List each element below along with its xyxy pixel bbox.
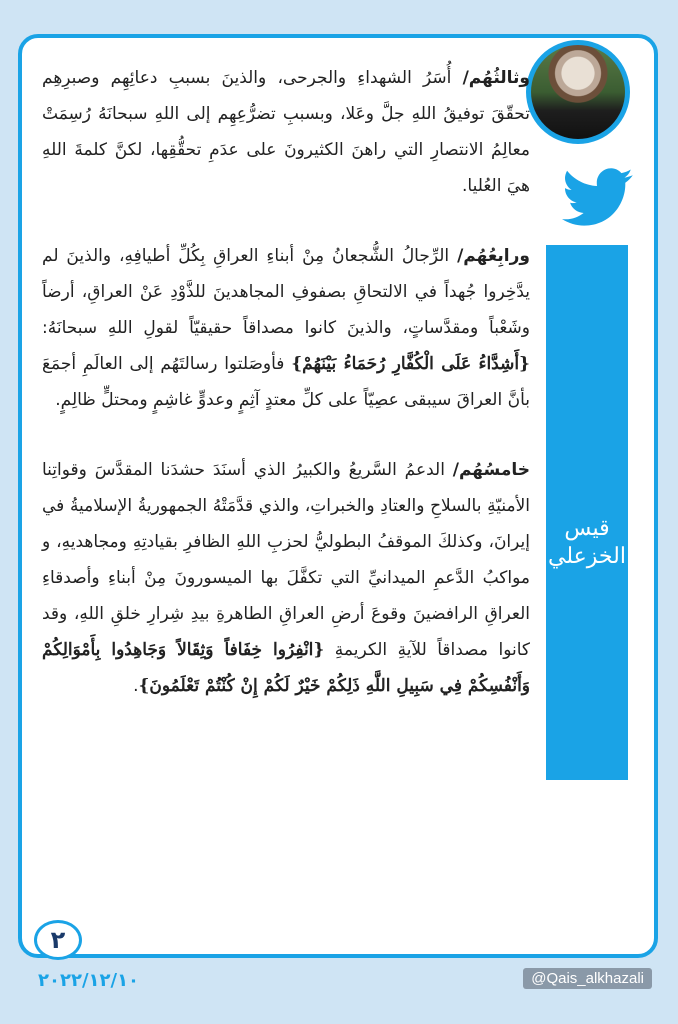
paragraph-text: .	[133, 676, 139, 696]
paragraph-text: الدعمُ السَّريعُ والكبيرُ الذي أسنَدَ حشدَنا المقدَّسَ وقواتِنا الأمنيّةِ بالسلاحِ والعتادِ والخبراتِ، والذي قدَّمَتْهُ الجمهوريةُ الإسلاميةُ في إيرانَ، وكذلكَ الموقفُ البطوليُّ لحزبِ اللهِ الظافرِ بقيادتِهِ ومجاهديهِ، و مواكبُ الدَّعمِ الميدانيِّ التي تكفَّلَ بها الميسورونَ مِنْ أبناءِ وأصدقاءِ العراقِ الرافضينَ وقوعَ أرضِ العراقِ الطاهرةِ بيدِ شِرارِ خلقِ اللهِ، وقد كانوا مصداقاً للآيةِ الكريمةِ	[42, 460, 530, 660]
paragraph-lead: خامسُهُم/	[452, 460, 530, 480]
quran-quote: {أَشِدَّاءُ عَلَى الْكُفَّارِ رُحَمَاءُ بَيْنَهُمْ}	[291, 354, 530, 374]
avatar-photo	[531, 45, 625, 139]
paragraph-third	[42, 60, 530, 204]
paragraph-text: فأوصَلتوا رسالتَهُم إلى العالَمِ أجمَعَ بأنَّ العراقَ سيبقى عصِيّاً على كلِّ معتدٍ آثِمٍ وعدوٍّ غاشِمٍ ومحتلٍّ ظالِمٍ.	[42, 354, 530, 410]
paragraph-text: أُسَرُ الشهداءِ والجرحى، والذينَ بسببِ دعائِهِم وصبرِهِم تحقّقَ توفيقُ اللهِ جلَّ وعَلا، وبسببِ تضرُّعِهِم إلى اللهِ سبحانَهُ رُسِمَتْ معالِمُ الانتصارِ التي راهنَ الكثيرونَ على عدَمِ تحقُّقِها، لكنَّ كلمةَ اللهِ هيَ العُليا.	[42, 68, 530, 196]
paragraph-lead: وثالثُهُم/	[462, 68, 530, 88]
author-handle[interactable]: @Qais_alkhazali	[523, 968, 652, 989]
quran-quote: {انْفِرُوا خِفَافاً وَثِقَالاً وَجَاهِدُوا بِأَمْوَالِكُمْ وَأَنْفُسِكُمْ فِي سَبِيلِ اللَّهِ ذَلِكُمْ خَيْرٌ لَكُمْ إِنْ كُنْتُمْ تَعْلَمُونَ}	[42, 640, 530, 696]
statement-body	[42, 60, 530, 738]
paragraph-lead: ورابِعُهُم/	[457, 246, 530, 266]
signature-calligraphy: قيس الخزعلي	[548, 516, 626, 569]
avatar[interactable]	[526, 40, 630, 144]
paragraph-text: الرِّجالُ الشُّجعانُ مِنْ أبناءِ العراقِ بِكُلِّ أطيافِهِ، والذينَ لم يدَّخِروا جُهداً في الالتحاقِ بصفوفِ المجاهدينَ للذَّوْدِ عَنْ العراقِ، أرضاً وشَعْباً ومقدَّساتٍ، والذينَ كانوا مصداقاً حقيقيّاً لقولِ اللهِ سبحانَهُ:	[42, 246, 530, 338]
paragraph-fourth	[42, 238, 530, 418]
signature-panel	[546, 245, 628, 780]
post-date: ٢٠٢٢/١٢/١٠	[38, 970, 140, 991]
paragraph-fifth	[42, 452, 530, 704]
page-number-badge: ٢	[34, 920, 82, 960]
twitter-bird-icon	[560, 168, 636, 228]
